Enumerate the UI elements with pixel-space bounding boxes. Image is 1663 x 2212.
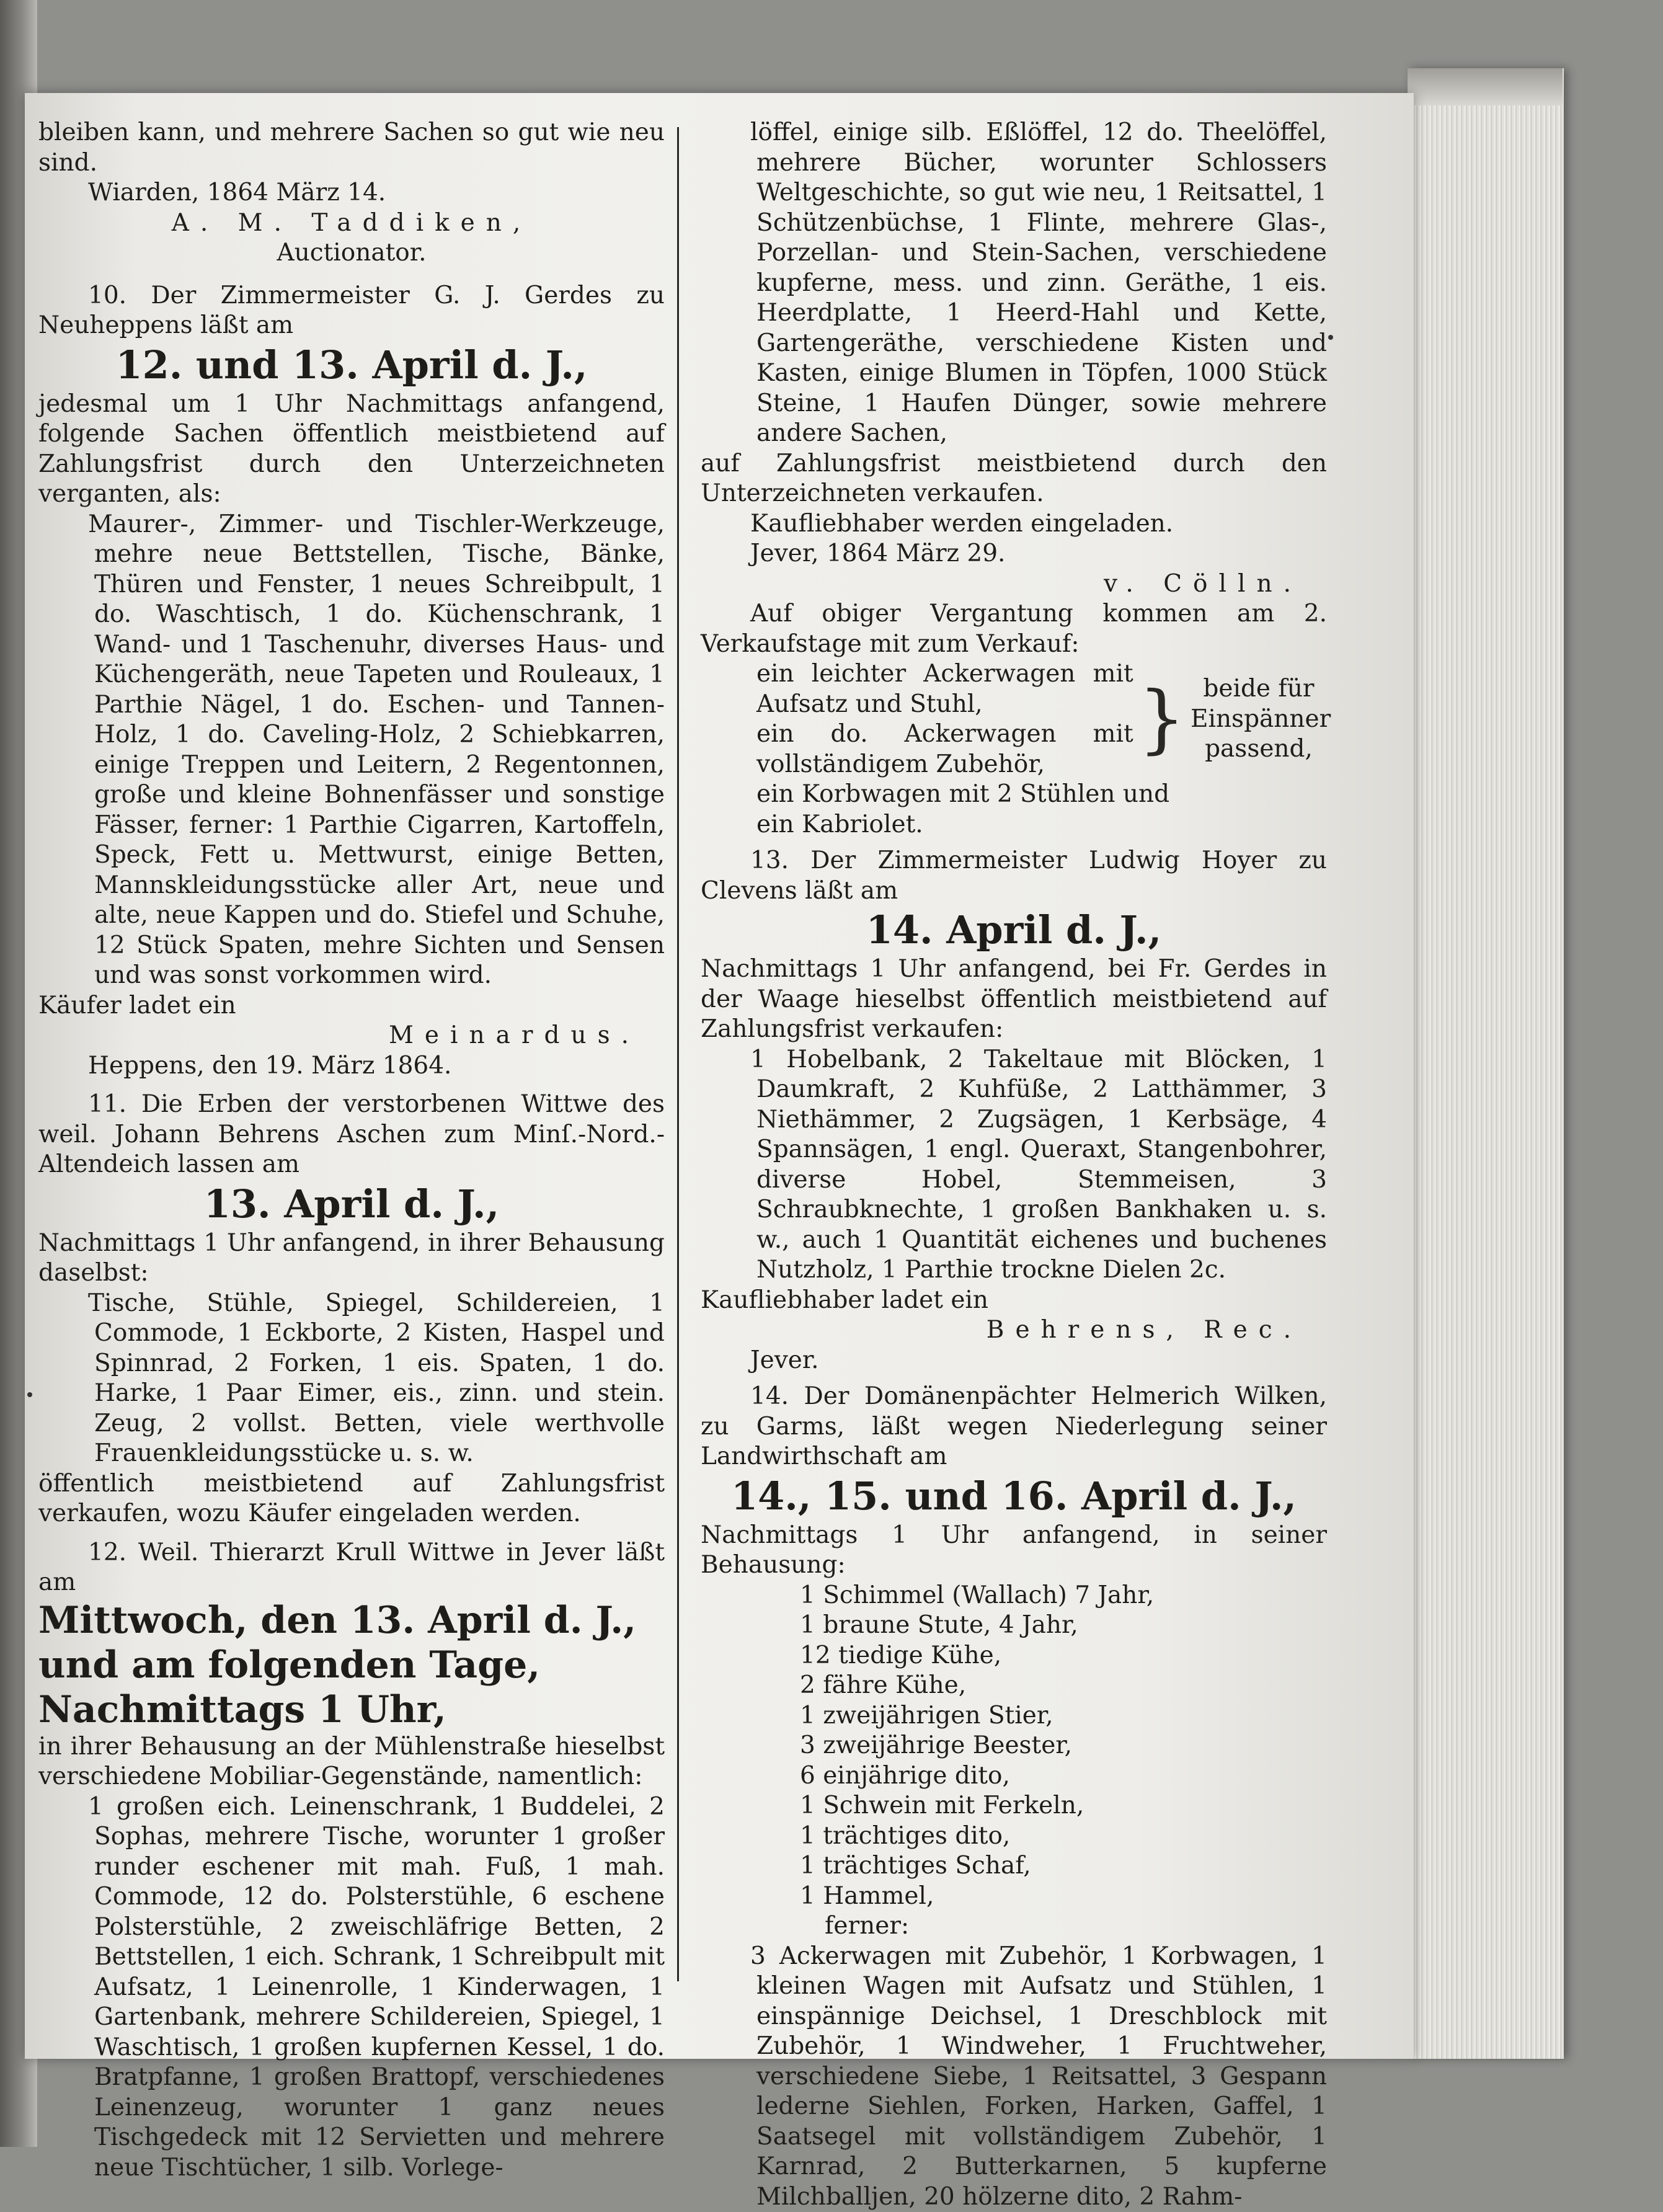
- wagon-1: ein leichter Ackerwagen mit Aufsatz und Stuhl,: [756, 659, 1133, 719]
- animal-item: 1 trächtiges dito,: [701, 1821, 1327, 1852]
- animal-item: 12 tiedige Kühe,: [701, 1641, 1327, 1671]
- animal-item: 3 zweijährige Beester,: [701, 1731, 1327, 1761]
- notice-12-end: auf Zahlungsfrist meistbietend durch den Unterzeichneten verkaufen.: [701, 449, 1327, 509]
- notice-12-buyers: Kaufliebhaber werden eingeladen.: [701, 509, 1327, 540]
- page-edges-top: [1408, 68, 1563, 105]
- notice-11-date: 13. April d. J.,: [38, 1180, 665, 1228]
- notice-12-items-continued: löffel, einige silb. Eßlöffel, 12 do. Theelöffel, mehrere Bücher, worunter Schlossers Weltgeschichte, so gut wie neu, 1 Reitsattel, 1 Schützenbüchse, 1 Flinte, mehrere Glas-, Porzellan- und Stein-Sachen, verschiedene kupferne, mess. und zinn. Geräthe, 1 eis. Heerdplatte, 1 Heerd-Hahl und Kette, Gartengeräthe, verschiedene Kisten und Kasten, einige Blumen in Töpfen, 1000 Stück Steine, 1 Haufen Dünger, sowie mehrere andere Sachen,: [701, 118, 1327, 449]
- notice-14-text: Nachmittags 1 Uhr anfangend, in seiner Behausung:: [701, 1521, 1327, 1581]
- ferner-label: ferner:: [701, 1911, 1327, 1942]
- notice-13-buyers: Kaufliebhaber ladet ein: [701, 1286, 1327, 1316]
- notice-11-intro: 11. Die Erben der verstorbenen Wittwe des weil. Johann Behrens Aschen zum Minſ.-Nord.-Altendeich lassen am: [38, 1090, 665, 1180]
- wagon-4: ein Kabriolet.: [701, 810, 1327, 840]
- left-signature: A. M. Taddiken,: [38, 208, 665, 239]
- brace-glyph: }: [1133, 682, 1191, 757]
- animal-item: 1 Hammel,: [701, 1881, 1327, 1912]
- animal-item: 6 einjährige dito,: [701, 1761, 1327, 1792]
- notice-14-intro: 14. Der Domänenpächter Helmerich Wilken, zu Garms, läßt wegen Niederlegung seiner Landwirthschaft am: [701, 1382, 1327, 1472]
- notice-10-items: Maurer-, Zimmer- und Tischler-Werkzeuge, mehre neue Bettstellen, Tische, Bänke, Thüren und Fenster, 1 neues Schreibpult, 1 do. Waschtisch, 1 do. Küchenschrank, 1 Wand- und 1 Taschenuhr, diverses Haus- und Küchengeräth, neue Tapeten und Rouleaux, 1 Parthie Nägel, 1 do. Eschen- und Tannen-Holz, 1 do. Caveling-Holz, 2 Schiebkarren, einige Treppen und Leitern, 2 Regentonnen, große und kleine Bohnenfässer und sonstige Fässer, ferner: 1 Parthie Cigarren, Kartoffeln, Speck, Fett u. Mettwurst, einige Betten, Mannskleidungsstücke aller Art, neue und alte, neue Kappen und do. Stiefel und Schuhe, 12 Stück Spaten, mehre Sichten und Sensen und was sonst vorkommen wird.: [38, 510, 665, 991]
- notice-10-intro: 10. Der Zimmermeister G. J. Gerdes zu Neuheppens läßt am: [38, 281, 665, 341]
- left-signature-title: Auctionator.: [38, 238, 665, 269]
- notice-13-items: 1 Hobelbank, 2 Takeltaue mit Blöcken, 1 Daumkraft, 2 Kuhfüße, 2 Latthämmer, 3 Niethämmer, 2 Zugsägen, 1 Kerbsäge, 4 Spannsägen, 1 engl. Queraxt, Stangenbohrer, diverse Hobel, Stemmeisen, 3 Schraubknechte, 1 großen Bankhaken u. s. w., auch 1 Quantität eichenes und buchenes Nutzholz, 1 Parthie trockne Dielen 2c.: [701, 1045, 1327, 1286]
- left-place-date: Wiarden, 1864 März 14.: [38, 178, 665, 208]
- right-column: [701, 118, 1327, 2212]
- notice-14-date: 14., 15. und 16. April d. J.,: [701, 1472, 1327, 1521]
- notice-13-place: Jever.: [701, 1346, 1327, 1376]
- wagon-2: ein do. Ackerwagen mit vollständigem Zubehör,: [756, 719, 1133, 780]
- ink-dot: [27, 1392, 32, 1397]
- notice-13-intro: 13. Der Zimmermeister Ludwig Hoyer zu Clevens läßt am: [701, 846, 1327, 906]
- notice-14-items: 3 Ackerwagen mit Zubehör, 1 Korbwagen, 1 kleinen Wagen mit Aufsatz und Stühlen, 1 einspännige Deichsel, 1 Dreschblock mit Zubehör, 1 Windweher, 1 Fruchtweher, verschiedene Siebe, 1 Reitsattel, 3 Gespann lederne Siehlen, Forken, Harken, Gaffel, 1 Saatsegel mit vollständigem Zubehör, 1 Karnrad, 2 Butterkarnen, 5 kupferne Milchballjen, 20 hölzerne dito, 2 Rahm-: [701, 1942, 1327, 2212]
- notice-10-text: jedesmal um 1 Uhr Nachmittags anfangend, folgende Sachen öffentlich meistbietend auf Zahlungsfrist durch den Unterzeichneten verganten, als:: [38, 389, 665, 510]
- notice-12-extra: Auf obiger Vergantung kommen am 2. Verkaufstage mit zum Verkauf:: [701, 599, 1327, 659]
- notice-11-end: öffentlich meistbietend auf Zahlungsfrist verkaufen, wozu Käufer eingeladen werden.: [38, 1469, 665, 1529]
- animal-item: 1 braune Stute, 4 Jahr,: [701, 1610, 1327, 1641]
- animal-item: 1 zweijährigen Stier,: [701, 1701, 1327, 1731]
- notice-10-buyers: Käufer ladet ein: [38, 991, 665, 1021]
- notice-13-signature: Behrens, Rec.: [701, 1315, 1327, 1346]
- left-column: [38, 118, 665, 2183]
- notice-12-text: in ihrer Behausung an der Mühlenstraße hieselbst verschiedene Mobiliar-Gegenstände, namentlich:: [38, 1732, 665, 1792]
- animal-item: 1 Schwein mit Ferkeln,: [701, 1791, 1327, 1821]
- notice-13-date: 14. April d. J.,: [701, 906, 1327, 954]
- left-continuation: bleiben kann, und mehrere Sachen so gut wie neu sind.: [38, 118, 665, 178]
- notice-10-date: 12. und 13. April d. J.,: [38, 341, 665, 389]
- notice-10-place-date: Heppens, den 19. März 1864.: [38, 1051, 665, 1082]
- notice-12-signature: v. Cölln.: [701, 569, 1327, 600]
- notice-12-intro: 12. Weil. Thierarzt Krull Wittwe in Jever läßt am: [38, 1538, 665, 1598]
- animal-list: [701, 1581, 1327, 1912]
- notice-11-text: Nachmittags 1 Uhr anfangend, in ihrer Behausung daselbst:: [38, 1228, 665, 1289]
- notice-12-items: 1 großen eich. Leinenschrank, 1 Buddelei, 2 Sophas, mehrere Tische, worunter 1 großer runder eschener mit mah. Fuß, 1 mah. Commode, 12 do. Polsterstühle, 6 eschene Polsterstühle, 2 zweischläfrige Betten, 2 Bettstellen, 1 eich. Schrank, 1 Schreibpult mit Aufsatz, 1 Leinenrolle, 1 Kinderwagen, 1 Gartenbank, mehrere Schildereien, Spiegel, 1 Waschtisch, 1 großen kupfernen Kessel, 1 do. Bratpfanne, 1 großen Brattopf, verschiedenes Leinenzeug, worunter 1 ganz neues Tischgedeck mit 12 Servietten und mehrere neue Tischtücher, 1 silb. Vorlege-: [38, 1792, 665, 2183]
- notice-12-place-date: Jever, 1864 März 29.: [701, 539, 1327, 569]
- notice-12-date: Mittwoch, den 13. April d. J., und am folgenden Tage, Nachmittags 1 Uhr,: [38, 1598, 665, 1732]
- animal-item: 1 trächtiges Schaf,: [701, 1851, 1327, 1881]
- page-edges: [1408, 68, 1564, 2059]
- wagon-group: [701, 659, 1327, 780]
- notice-11-items: Tische, Stühle, Spiegel, Schildereien, 1 Commode, 1 Eckborte, 2 Kisten, Haspel und Spinnrad, 2 Forken, 1 eis. Spaten, 1 do. Harke, 1 Paar Eimer, eis., zinn. und stein. Zeug, 2 vollst. Betten, viele werthvolle Frauenkleidungsstücke u. s. w.: [38, 1289, 665, 1469]
- notice-10-signature: Meinardus.: [38, 1021, 665, 1051]
- notice-13-text: Nachmittags 1 Uhr anfangend, bei Fr. Gerdes in der Waage hieselbst öffentlich meistbietend auf Zahlungsfrist verkaufen:: [701, 954, 1327, 1045]
- animal-item: 1 Schimmel (Wallach) 7 Jahr,: [701, 1581, 1327, 1611]
- ink-dot: [1328, 335, 1333, 340]
- wagon-group-note: beide für Einspänner passend,: [1191, 674, 1327, 765]
- animal-item: 2 fähre Kühe,: [701, 1671, 1327, 1701]
- wagon-3: ein Korbwagen mit 2 Stühlen und: [701, 780, 1327, 810]
- wagon-group-items: [756, 659, 1133, 780]
- column-rule: [677, 127, 679, 1981]
